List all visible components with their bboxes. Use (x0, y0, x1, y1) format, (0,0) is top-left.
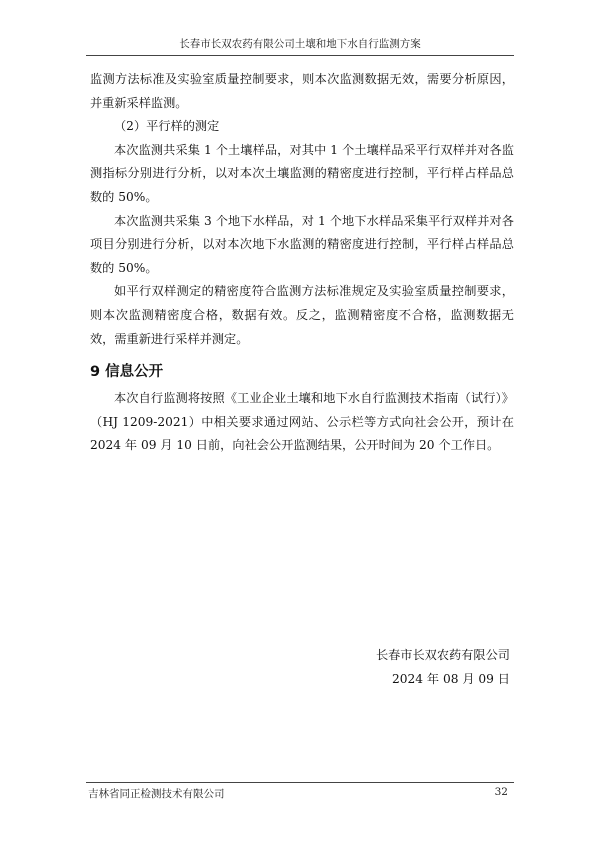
paragraph-groundwater-samples: 本次监测共采集 3 个地下水样品，对 1 个地下水样品采集平行双样并对各项目分别进行分析，以对本次地下水监测的精密度进行控制，平行样占样品总数的 50%。 (90, 213, 514, 275)
signature-block (376, 644, 510, 691)
paragraph-continued: 监测方法标准及实验室质量控制要求，则本次监测数据无效，需要分析原因，并重新采样监测。 (90, 72, 514, 110)
signature-company: 长春市长双农药有限公司 (375, 648, 510, 662)
header-divider (86, 55, 514, 56)
paragraph-soil-samples: 本次监测共采集 1 个土壤样品，对其中 1 个土壤样品采平行双样并对各监测指标分别进行分析，以对本次土壤监测的精密度进行控制，平行样占样品总数的 50%。 (90, 142, 514, 204)
page-number: 32 (494, 786, 508, 798)
section-heading-info-disclosure: 9 信息公开 (90, 364, 164, 381)
paragraph-precision: 如平行双样测定的精密度符合监测方法标准规定及实验室质量控制要求，则本次监测精密度合格，数据有效。反之，监测精密度不合格，监测数据无效，需重新进行采样并测定。 (90, 284, 514, 346)
page-header: 长春市长双农药有限公司土壤和地下水自行监测方案 (179, 38, 421, 50)
footer-divider (86, 782, 514, 783)
document-body (90, 68, 514, 458)
subheading-parallel-samples: （2）平行样的测定 (114, 119, 220, 134)
paragraph-disclosure: 本次自行监测将按照《工业企业土壤和地下水自行监测技术指南（试行）》（HJ 1209-2021）中相关要求通过网站、公示栏等方式向社会公开，预计在 2024 年 09 月 10 日前，向社会公开监测结果，公开时间为 20 个工作日。 (90, 391, 514, 453)
footer-company: 吉林省同正检测技术有限公司 (88, 788, 225, 800)
signature-date: 2024 年 08 月 09 日 (392, 671, 510, 686)
